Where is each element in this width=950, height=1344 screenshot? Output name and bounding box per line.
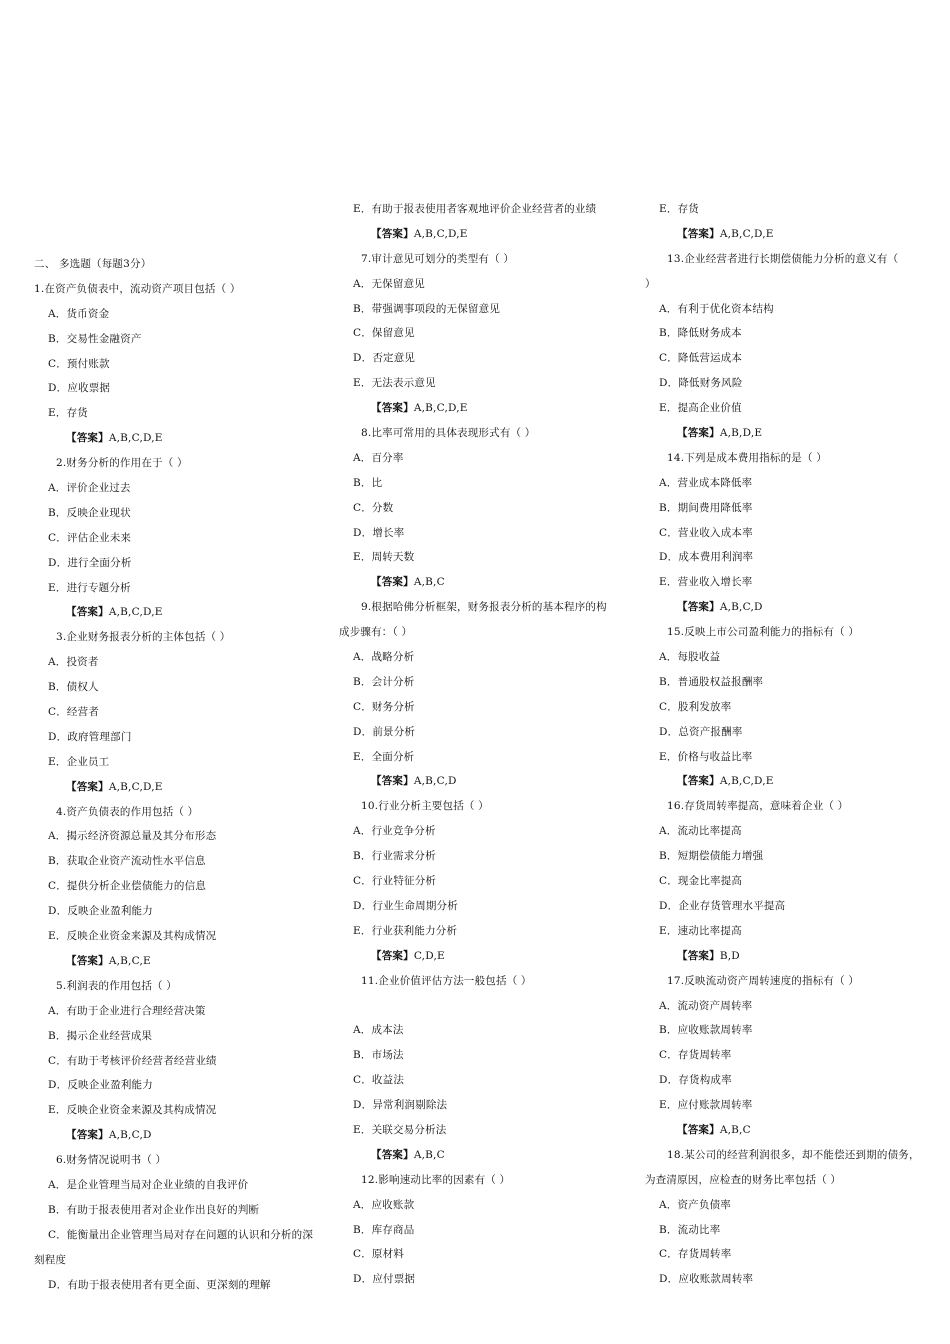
answer-option: B．库存商品	[353, 1223, 415, 1236]
answer-key	[645, 1118, 945, 1143]
answer-option: D．行业生命周期分析	[353, 899, 458, 912]
answer-option: B．有助于报表使用者对企业作出良好的判断	[48, 1203, 260, 1216]
answer-option: D．应收票据	[48, 382, 111, 395]
answer-option: C．存货周转率	[659, 1049, 732, 1062]
question-stem: 14.下列是成本费用指标的是（ ）	[667, 451, 827, 464]
answer-option: C．分数	[353, 501, 394, 514]
question-stem: 15.反映上市公司盈利能力的指标有（ ）	[667, 626, 860, 639]
answer-value: A,B,C,D,E	[108, 432, 163, 445]
answer-option: D．进行全面分析	[48, 556, 132, 569]
question-stem: 7.审计意见可划分的类型有（ ）	[361, 252, 515, 265]
answer-option: A．流动比率提高	[659, 825, 742, 838]
answer-option: A．无保留意见	[353, 277, 425, 290]
blank-line	[339, 994, 639, 1019]
answer-option: B．短期偿债能力增强	[659, 850, 764, 863]
answer-label: 【答案】	[677, 427, 720, 440]
answer-option: D．增长率	[353, 526, 405, 539]
answer-option: A．揭示经济资源总量及其分布形态	[48, 830, 217, 843]
answer-option: B．带强调事项段的无保留意见	[353, 302, 501, 315]
answer-option: E．反映企业资金来源及其构成情况	[48, 930, 217, 943]
answer-option: A．是企业管理当局对企业业绩的自我评价	[48, 1178, 249, 1191]
question-stem: 12.影响速动比率的因素有（ ）	[361, 1173, 511, 1186]
question-stem: 11.企业价值评估方法一般包括（ ）	[361, 974, 532, 987]
answer-label: 【答案】	[371, 1148, 414, 1161]
answer-option: D．反映企业盈利能力	[48, 905, 153, 918]
answer-option: B．债权人	[48, 681, 99, 694]
answer-option: E．企业员工	[48, 755, 110, 768]
answer-option: E．无法表示意见	[353, 377, 436, 390]
answer-label: 【答案】	[66, 606, 109, 619]
answer-label: 【答案】	[371, 576, 414, 589]
question-stem: 2.财务分析的作用在于（ ）	[56, 457, 188, 470]
answer-option: A．营业成本降低率	[659, 476, 753, 489]
answer-option: C．原材料	[353, 1248, 405, 1261]
answer-key	[34, 600, 329, 625]
answer-option: B．会计分析	[353, 675, 415, 688]
answer-key	[339, 222, 639, 247]
answer-label: 【答案】	[677, 227, 720, 240]
answer-label: 【答案】	[677, 775, 720, 788]
answer-option: C．行业特征分析	[353, 875, 437, 888]
answer-option: E．有助于报表使用者客观地评价企业经营者的业绩	[353, 203, 597, 215]
answer-option: A．资产负债率	[659, 1198, 731, 1211]
answer-option: E．行业获利能力分析	[353, 924, 458, 937]
answer-option: C．收益法	[353, 1074, 405, 1087]
wrapped-line: 成步骤有：（ ）	[339, 626, 413, 639]
answer-option: E．周转天数	[353, 551, 415, 564]
answer-option: A．行业竞争分析	[353, 825, 436, 838]
answer-option: E．存货	[48, 407, 88, 420]
answer-option: E．提高企业价值	[659, 402, 742, 415]
answer-value: A,B,C	[413, 1148, 445, 1161]
answer-key	[645, 769, 945, 794]
answer-option: A．成本法	[353, 1024, 404, 1037]
answer-option: D．降低财务风险	[659, 377, 743, 390]
answer-option: E．价格与收益比率	[659, 750, 753, 763]
answer-option: B．流动比率	[659, 1223, 721, 1236]
answer-key	[34, 775, 329, 800]
answer-value: B,D	[719, 949, 740, 962]
answer-value: C,D,E	[413, 949, 445, 962]
answer-option: C．提供分析企业偿债能力的信息	[48, 880, 207, 893]
answer-option: C．评估企业未来	[48, 531, 132, 544]
answer-option: B．降低财务成本	[659, 327, 742, 340]
answer-value: A,B,D,E	[719, 427, 763, 440]
answer-label: 【答案】	[66, 780, 109, 793]
answer-option: E．营业收入增长率	[659, 576, 753, 589]
answer-label: 【答案】	[371, 949, 414, 962]
question-stem: 13.企业经营者进行长期偿债能力分析的意义有（	[667, 252, 899, 265]
answer-option: D．企业存货管理水平提高	[659, 899, 786, 912]
answer-option: D．异常利润剔除法	[353, 1099, 448, 1112]
answer-option: C．保留意见	[353, 327, 415, 340]
answer-value: A,B,C,D,E	[413, 227, 468, 240]
answer-option: D．应付票据	[353, 1273, 416, 1286]
answer-key	[339, 396, 639, 421]
answer-option: A．评价企业过去	[48, 482, 131, 495]
answer-option: B．交易性金融资产	[48, 332, 142, 345]
answer-option: A．应收账款	[353, 1198, 415, 1211]
answer-option: E．全面分析	[353, 750, 415, 763]
question-stem: 16.存货周转率提高，意味着企业（ ）	[667, 800, 849, 813]
answer-option: C．能衡量出企业管理当局对存在问题的认识和分析的深	[48, 1228, 314, 1241]
answer-key	[34, 426, 329, 451]
column-2	[339, 197, 639, 1292]
answer-option: B．揭示企业经营成果	[48, 1029, 153, 1042]
answer-option: E．应付账款周转率	[659, 1099, 753, 1112]
question-stem: 9.根据哈佛分析框架，财务报表分析的基本程序的构	[361, 601, 607, 614]
answer-option: E．存货	[659, 203, 699, 215]
answer-option: D．有助于报表使用者有更全面、更深刻的理解	[48, 1278, 271, 1291]
answer-option: D．政府管理部门	[48, 730, 132, 743]
answer-option: A．战略分析	[353, 651, 415, 664]
answer-option: B．获取企业资产流动性水平信息	[48, 855, 206, 868]
question-stem: 6.财务情况说明书（ ）	[56, 1154, 167, 1167]
answer-option: B．行业需求分析	[353, 850, 436, 863]
answer-option: D．存货构成率	[659, 1074, 732, 1087]
answer-value: A,B,C,D	[413, 775, 457, 788]
answer-option: A．百分率	[353, 451, 404, 464]
answer-key	[339, 570, 639, 595]
question-stem: 10.行业分析主要包括（ ）	[361, 800, 489, 813]
answer-key	[645, 222, 945, 247]
answer-value: A,B,C,D,E	[108, 606, 163, 619]
question-stem: 3.企业财务报表分析的主体包括（ ）	[56, 631, 231, 644]
answer-key	[34, 949, 329, 974]
answer-option: B．应收账款周转率	[659, 1024, 753, 1037]
answer-option: B．普通股权益报酬率	[659, 675, 764, 688]
answer-option: E．速动比率提高	[659, 924, 742, 937]
answer-option: D．总资产报酬率	[659, 725, 743, 738]
answer-option: C．营业收入成本率	[659, 526, 753, 539]
answer-label: 【答案】	[677, 949, 720, 962]
wrapped-line: 为查清原因，应检查的财务比率包括（ ）	[645, 1173, 842, 1186]
answer-option: A．有助于企业进行合理经营决策	[48, 1004, 206, 1017]
answer-value: A,B,C,D	[108, 1129, 152, 1142]
answer-label: 【答案】	[66, 1129, 109, 1142]
wrapped-line: 刻程度	[34, 1253, 67, 1266]
answer-value: A,B,C,D,E	[108, 780, 163, 793]
answer-key	[34, 1123, 329, 1148]
answer-key	[645, 421, 945, 446]
answer-option: A．货币资金	[48, 307, 110, 320]
answer-key	[645, 595, 945, 620]
answer-option: C．降低营运成本	[659, 352, 743, 365]
answer-option: C．股利发放率	[659, 700, 732, 713]
answer-option: B．市场法	[353, 1049, 404, 1062]
answer-option: C．财务分析	[353, 700, 415, 713]
question-stem: 4.资产负债表的作用包括（ ）	[56, 805, 199, 818]
column-1	[34, 252, 329, 1297]
question-stem: 1.在资产负债表中，流动资产项目包括（ ）	[34, 282, 241, 295]
answer-label: 【答案】	[371, 227, 414, 240]
answer-option: C．经营者	[48, 706, 100, 719]
answer-value: A,B,C	[719, 1123, 751, 1136]
answer-value: A,B,C,D	[719, 601, 763, 614]
answer-value: A,B,C,D,E	[719, 775, 774, 788]
answer-option: E．关联交易分析法	[353, 1123, 447, 1136]
answer-option: B．反映企业现状	[48, 506, 131, 519]
answer-label: 【答案】	[371, 775, 414, 788]
answer-option: B．期间费用降低率	[659, 501, 753, 514]
answer-label: 【答案】	[677, 1123, 720, 1136]
answer-option: A．有利于优化资本结构	[659, 302, 774, 315]
answer-key	[339, 944, 639, 969]
answer-option: D．反映企业盈利能力	[48, 1079, 153, 1092]
answer-option: C．预付账款	[48, 357, 110, 370]
answer-value: A,B,C,D,E	[719, 227, 774, 240]
answer-label: 【答案】	[677, 601, 720, 614]
answer-option: D．否定意见	[353, 352, 416, 365]
question-stem: 17.反映流动资产周转速度的指标有（ ）	[667, 974, 860, 987]
answer-option: E．进行专题分析	[48, 581, 131, 594]
answer-option: C．存货周转率	[659, 1248, 732, 1261]
section-heading: 二、 多选题（每题3分）	[34, 258, 152, 270]
answer-option: C．有助于考核评价经营者经营业绩	[48, 1054, 217, 1067]
answer-label: 【答案】	[371, 402, 414, 415]
question-stem: 18.某公司的经营利润很多，却不能偿还到期的债务，	[667, 1148, 920, 1161]
question-stem: 8.比率可常用的具体表现形式有（ ）	[361, 427, 536, 440]
answer-option: D．应收账款周转率	[659, 1273, 754, 1286]
column-3	[645, 197, 945, 1292]
answer-key	[645, 944, 945, 969]
answer-option: B．比	[353, 476, 383, 489]
answer-key	[339, 769, 639, 794]
answer-value: A,B,C,D,E	[413, 402, 468, 415]
wrapped-line: ）	[645, 277, 656, 290]
answer-option: A．每股收益	[659, 651, 721, 664]
answer-key	[339, 1143, 639, 1168]
answer-option: A．投资者	[48, 656, 99, 669]
answer-option: A．流动资产周转率	[659, 999, 753, 1012]
answer-option: D．成本费用利润率	[659, 551, 754, 564]
answer-option: E．反映企业资金来源及其构成情况	[48, 1104, 217, 1117]
answer-label: 【答案】	[66, 954, 109, 967]
answer-option: C．现金比率提高	[659, 875, 743, 888]
answer-label: 【答案】	[66, 432, 109, 445]
question-stem: 5.利润表的作用包括（ ）	[56, 979, 177, 992]
answer-value: A,B,C	[413, 576, 445, 589]
answer-value: A,B,C,E	[108, 954, 151, 967]
answer-option: D．前景分析	[353, 725, 416, 738]
